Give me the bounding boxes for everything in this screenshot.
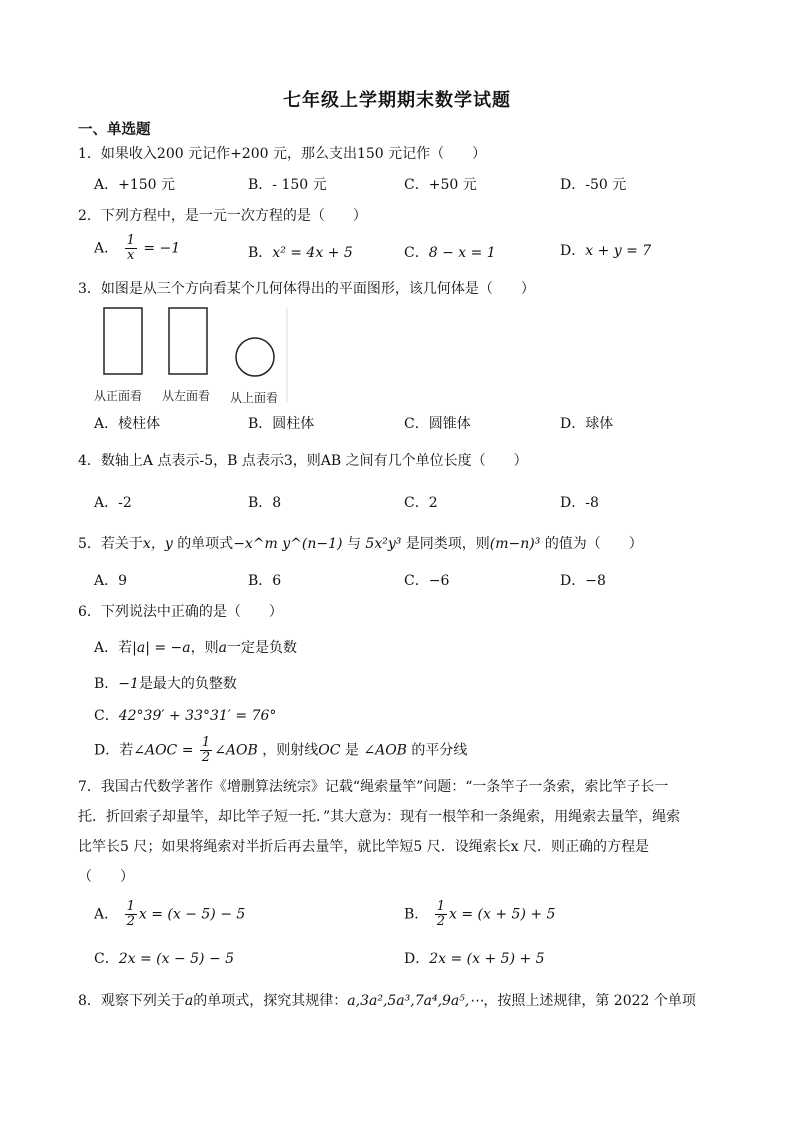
math-expression: ∠AOB (214, 742, 258, 759)
option-label: D． (404, 951, 430, 967)
option-d[interactable]: D．-50 元 (560, 177, 627, 193)
math-expression: x = (x + 5) + 5 (449, 906, 556, 923)
three-view-figure (94, 305, 290, 405)
option-c[interactable] (94, 949, 234, 969)
question-number: 8． (78, 993, 101, 1009)
math-expression: ∠AOC = (133, 742, 194, 759)
option-d[interactable]: D．−8 (560, 573, 606, 589)
math-expression: a,3a²,5a³,7a⁴,9a⁵,⋯ (347, 993, 484, 1009)
option-c[interactable] (94, 706, 276, 726)
question-stem: 如图是从三个方向看某个几何体得出的平面图形，该几何体是（ ） (100, 281, 535, 297)
question-stem: 数轴上A 点表示-5，B 点表示3，则AB 之间有几个单位长度（ ） (100, 453, 528, 469)
question-number: 1． (78, 146, 101, 162)
math-expression: ∠AOB (363, 742, 407, 759)
stem-text: D．若 (94, 742, 134, 759)
question-number: 6． (78, 604, 101, 620)
math-expression: 42°39′ + 33°31′ = 76° (118, 708, 277, 724)
option-b[interactable]: B．圆柱体 (248, 416, 315, 432)
question-2 (78, 206, 367, 226)
question-stem: 下列说法中正确的是（ ） (100, 604, 283, 620)
stem-text: 是 (344, 742, 359, 759)
question-8 (78, 991, 696, 1011)
option-a[interactable] (94, 234, 180, 263)
option-d[interactable]: D．-8 (560, 495, 599, 511)
stem-text: 一定是负数 (226, 640, 297, 656)
fraction: $\frac{1}{2}$ (436, 899, 446, 929)
option-a[interactable] (94, 638, 297, 658)
stem-text: 的单项式，探究其规律： (193, 993, 348, 1009)
math-expression: 8 − x = 1 (428, 245, 496, 261)
stem-text: 若关于 (100, 536, 143, 552)
question-number: 4． (78, 453, 101, 469)
top-view-label: 从上面看 (230, 391, 279, 405)
option-c[interactable] (404, 243, 496, 263)
stem-text: 与 (346, 536, 361, 552)
paragraph-line: 7．我国古代数学著作《增删算法统宗》记载“绳索量竿”问题：“一条竿子一条索，索比竿子长一 (78, 779, 669, 795)
stem-text: 是最大的负整数 (138, 676, 237, 692)
question-number: 3． (78, 281, 101, 297)
question-stem: 下列方程中，是一元一次方程的是（ ） (100, 208, 367, 224)
question-number: 2． (78, 208, 101, 224)
option-c[interactable]: C．+50 元 (404, 177, 477, 193)
option-d[interactable] (94, 736, 467, 765)
math-expression: (m−n)³ (489, 536, 541, 552)
math-expression: = −1 (143, 240, 181, 257)
option-c[interactable]: C．−6 (404, 573, 450, 589)
stem-text: ，按照上述规律，第 2022 个单项 (483, 993, 696, 1009)
option-b[interactable]: B．8 (248, 495, 282, 511)
section-title: 一、单选题 (78, 121, 151, 138)
math-expression: 5x²y³ (365, 536, 402, 552)
option-d[interactable] (560, 241, 651, 261)
front-view-rectangle (104, 308, 142, 374)
math-expression: a (218, 640, 227, 656)
option-d[interactable]: D．球体 (560, 416, 614, 432)
question-stem: 如果收入200 元记作+200 元，那么支出150 元记作（ ） (100, 146, 487, 162)
stem-text: C． (94, 708, 119, 724)
option-label: A． (94, 240, 119, 257)
option-a[interactable]: A．-2 (94, 495, 132, 511)
option-c[interactable]: C．2 (404, 495, 438, 511)
question-number: 7． (78, 779, 101, 795)
stem-text: 的单项式 (177, 536, 234, 552)
option-label: B． (248, 245, 273, 261)
math-expression: x，y (142, 536, 173, 552)
option-b[interactable] (404, 900, 555, 929)
option-label: D． (560, 243, 586, 259)
question-7 (78, 772, 718, 892)
stem-text: 观察下列关于 (100, 993, 185, 1009)
option-a[interactable]: A．9 (94, 573, 128, 589)
math-expression: x = (x − 5) − 5 (138, 906, 246, 923)
stem-text: A．若 (94, 640, 133, 656)
stem-text: 是同类项，则 (405, 536, 490, 552)
math-expression: −x^m y^(n−1) (233, 536, 343, 552)
math-expression: x² = 4x + 5 (272, 245, 353, 261)
option-b[interactable] (94, 674, 237, 694)
math-expression: |a| = −a (132, 640, 191, 656)
question-5 (78, 534, 643, 554)
option-d[interactable] (404, 949, 545, 969)
left-view-rectangle (169, 308, 207, 374)
option-c[interactable]: C．圆锥体 (404, 416, 471, 432)
option-b[interactable]: B．6 (248, 573, 282, 589)
paragraph-line: （ ） (78, 869, 134, 885)
page-title: 七年级上学期期末数学试题 (283, 90, 511, 111)
stem-text: 的值为（ ） (544, 536, 643, 552)
top-view-circle (236, 338, 274, 376)
option-a[interactable] (94, 900, 245, 929)
option-b[interactable] (248, 243, 353, 263)
question-6 (78, 602, 283, 622)
stem-text: ，则 (190, 640, 219, 656)
math-expression: 2x = (x − 5) − 5 (118, 951, 235, 967)
question-3 (78, 279, 535, 299)
option-label: C． (404, 245, 429, 261)
option-a[interactable]: A．+150 元 (94, 177, 176, 193)
stem-text: ，则射线 (262, 742, 319, 759)
fraction: $\frac{1}{x}$ (126, 233, 135, 263)
left-view-label: 从左面看 (162, 389, 211, 403)
math-expression: a (184, 993, 194, 1009)
math-expression: x + y = 7 (585, 243, 652, 259)
option-label: B． (404, 906, 429, 923)
fraction: $\frac{1}{2}$ (201, 735, 211, 765)
option-a[interactable]: A．棱柱体 (94, 416, 161, 432)
option-label: C． (94, 951, 119, 967)
question-number: 5． (78, 536, 101, 552)
stem-text: 的平分线 (411, 742, 468, 759)
question-4 (78, 451, 528, 471)
option-label: A． (94, 906, 119, 923)
math-expression: 2x = (x + 5) + 5 (429, 951, 545, 967)
question-1 (78, 144, 486, 164)
fraction: $\frac{1}{2}$ (126, 899, 135, 929)
option-b[interactable]: B．- 150 元 (248, 177, 327, 193)
paragraph-line: 比竿长5 尺；如果将绳索对半折后再去量竿，就比竿短5 尺．设绳索长x 尺．则正确的方程是 (78, 839, 650, 855)
math-expression: −1 (118, 676, 139, 692)
paragraph-line: 托．折回索子却量竿，却比竿子短一托．”其大意为：现有一根竿和一条绳索，用绳索去量竿，绳索 (78, 809, 681, 825)
math-expression: OC (318, 742, 341, 759)
stem-text: B． (94, 676, 119, 692)
front-view-label: 从正面看 (94, 389, 143, 403)
